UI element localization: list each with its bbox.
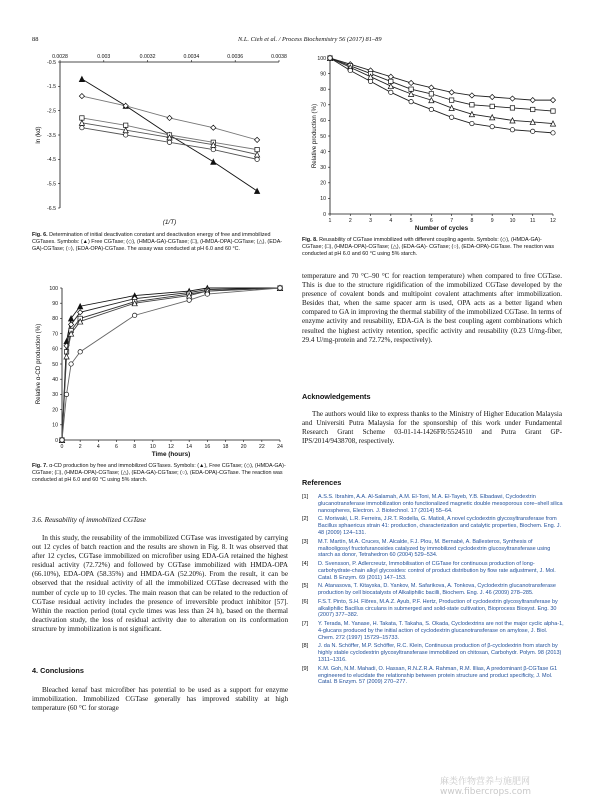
x-tick-label: 22: [258, 444, 265, 450]
data-point: [368, 79, 372, 83]
watermark: 麻类作物营养与施肥网 www.fibercrops.com: [440, 777, 531, 797]
data-point: [64, 392, 68, 396]
x-tick-label: 7: [450, 218, 454, 224]
reference-item: [302, 561, 564, 582]
data-point: [205, 292, 209, 296]
y-tick-label: 80: [52, 316, 58, 323]
x-tick-label: 0.0038: [271, 54, 287, 60]
y-tick-label: 80: [320, 87, 326, 93]
reference-number: [8]: [302, 643, 309, 650]
x-tick-label: 0.003: [97, 54, 111, 60]
reference-item: [302, 599, 564, 620]
fig6-caption: [32, 232, 288, 253]
data-point: [211, 147, 215, 151]
y-axis-label: Relative production (%): [311, 103, 318, 169]
running-title: N.L. Cieh et al. / Process Biochemistry 56 (2017) 81–89: [238, 36, 382, 43]
data-point: [531, 107, 535, 111]
y-tick-label: 30: [52, 392, 58, 399]
data-point: [211, 159, 216, 164]
fig8-caption-label: Fig. 8.: [302, 237, 318, 243]
data-point: [530, 98, 535, 103]
data-point: [167, 140, 171, 144]
x-tick-label: 14: [186, 444, 193, 450]
x-tick-label: 4: [389, 218, 393, 224]
x-tick-label: 20: [240, 444, 247, 450]
data-point: [510, 96, 515, 101]
reference-text[interactable]: M.T. Martín, M.A. Cruces, M. Alcalde, F.J. Plou, M. Bernabé, A. Ballesteros, Synthesis of maltooligosyl fructofuranosides catalyzed by immobilized cyclodextrin glucosyltransferase using starch as donor, Tetrahedron 60 (2004) 529–534.: [318, 538, 551, 559]
x-axis-label: Number of cycles: [414, 225, 469, 232]
data-point: [409, 99, 413, 103]
x-tick-label: 0.0028: [52, 54, 68, 60]
reference-number: [4]: [302, 560, 309, 567]
x-tick-label: 3: [369, 218, 372, 224]
fig6-chart: [32, 50, 287, 228]
data-point: [531, 129, 535, 133]
data-point: [490, 94, 495, 99]
left-paragraph-1: In this study, the reusability of the immobilized CGTase was investigated by carrying out 12 cycles of batch reaction and the results are shown in Fig. 8. It was observed that after 12 cycles, CGTase immobilized on microfiber using EDA-GA retained the highest residual activity (72.72%) and followed by CGTase immobilized with HMDA-OPA (66.10%), EDA-OPA (58.35%) and HMDA-GA (52.20%). From the result, it can be observed that the residual activity of all the immobilized CGTase decreased with the number of cycle up to 10 cycles. The main reason that can be related to the reduction of CGTase residual activity includes the presence of irreversible product inhibitor [57]. Within the reaction period (total cycle times was less than 24 h), based on the thermal deactivation study, the loss of residual activity due to alteration on its conformation structure by immobilization is not significant.: [32, 534, 288, 633]
y-tick-label: -1.5: [47, 84, 56, 91]
x-tick-label: 0.0034: [183, 54, 200, 60]
reference-text[interactable]: Y. Terada, M. Yanase, H. Takata, T. Takaha, S. Okada, Cyclodextrins are not the major cyclic alpha-1, 4-glucans produced by the initial action of cyclodextrin glucanotransferase on amylose, J. Biol. Chem. 272 (1997) 15729–15733.: [318, 620, 564, 641]
data-point: [348, 68, 352, 72]
left-paragraph-2: Bleached kenaf bast microfiber has potential to be used as a support for enzyme immobilization. Immobilized CGTase generally has improved stability at high temperature (60 °C for storage: [32, 686, 288, 713]
acknowledgements-text: The authors would like to express thanks to the Ministry of Higher Education Malaysia and Universiti Putra Malaysia for the sponsorship of this work under Fundamental Research Grant Scheme 03-01-14-1426FR/5524510 and Putra Grant GP-IPS/2014/9438708, respectively.: [302, 410, 562, 446]
fig7-chart: [32, 280, 288, 458]
y-tick-label: 50: [320, 133, 326, 140]
subsection-heading: 3.6. Reusability of immobilized CGTase: [32, 516, 146, 524]
fig8-caption-text: Reusability of CGTase immobilized with different coupling agents. Symbols: (◇), (HMDA-GA)-CGTase; (□), (HMDA-OPA)-CGTase; (△), (EDA-GA)- CGTase; (○), (EDA-OPA)-CGTase. The reaction was conducted at pH 6.0 and 60 °C using 5% starch.: [302, 237, 555, 257]
x-tick-label: 12: [168, 444, 174, 450]
data-point: [449, 105, 454, 110]
series-line: [62, 288, 280, 440]
data-point: [551, 131, 555, 135]
reference-item: [302, 516, 564, 537]
y-tick-label: 100: [49, 285, 58, 292]
data-point: [388, 74, 393, 79]
y-tick-label: 70: [52, 331, 58, 338]
data-point: [389, 90, 393, 94]
y-tick-label: 0: [323, 211, 326, 218]
data-point: [60, 438, 64, 442]
data-point: [187, 298, 191, 302]
data-point: [167, 115, 172, 120]
data-point: [429, 92, 433, 96]
x-tick-label: 0: [60, 444, 64, 450]
y-tick-label: 90: [320, 71, 326, 78]
page-number: 88: [32, 36, 39, 43]
fig6-caption-text: Determination of initial deactivation constant and deactivation energy of free and immobilized CGTases. Symbols: (▲) Free CGTase; (◇), (HMDA-GA)-CGTase; (□), (HMDA-OPA)-CGTase; (△), (EDA-GA)-CGTase; (○), (EDA-OPA)-CGTase. The assay was conducted at pH 6.0 and 60 °C.: [32, 232, 283, 252]
series-line: [330, 58, 553, 100]
data-point: [78, 350, 82, 354]
y-tick-label: 30: [320, 165, 326, 171]
data-point: [408, 91, 413, 96]
fig6-caption-label: Fig. 6.: [32, 232, 48, 238]
x-tick-label: 4: [96, 444, 100, 450]
data-point: [550, 98, 555, 103]
y-tick-label: 50: [52, 361, 58, 368]
fig8-chart: [308, 50, 563, 232]
right-paragraph-1: temperature and 70 °C–90 °C for reaction temperature) when compared to free CGTase. This is due to the structure rigidification of the immobilized CGTase developed by the presence of covalent bonds and multipoint covalent attachments after immobilization. Besides that, when the same spacer arm is used, OPA acts as a better ligand when compared to GA in improving the thermal stability of the immobilized CGTase. In terms of enzyme activity and reusability, EDA-GA is the best coupling agent combinations which resulted the highest activity retention, specific activity and reusability (0.23 U/mg-fiber, 29.4 U/mg-protein and 72.72%, respectively).: [302, 272, 562, 344]
reference-item: [302, 583, 564, 597]
reference-number: [9]: [302, 665, 309, 672]
reference-text[interactable]: D. Svensson, P. Adlercreutz, Immobilisation of CGTase for continuous production of long-carbohydrate-chain alkyl glycosides: control of product distribution by flow rate adjustment, J. Mol. Catal. B Enzym. 69 (2011) 147–153.: [318, 560, 556, 581]
data-point: [69, 362, 73, 366]
y-tick-label: 40: [320, 149, 326, 156]
fig8-caption: [302, 237, 562, 258]
references-heading: References: [302, 478, 342, 487]
y-tick-label: 90: [52, 301, 58, 307]
data-point: [429, 107, 433, 111]
y-tick-label: 100: [317, 55, 326, 62]
data-point: [510, 106, 514, 110]
reference-number: [7]: [302, 620, 309, 627]
reference-text[interactable]: K.M. Goh, N.M. Mahadi, O. Hassan, R.N.Z.R.A. Rahman, R.M. Illias, A predominant β-CGTase G1 engineered to elucidate the relationship between protein structure and product specificity, J. Mol. Catal. B Enzym. 57 (2009) 270–277.: [318, 665, 558, 686]
data-point: [132, 313, 136, 317]
data-point: [429, 98, 434, 103]
series-line: [330, 58, 553, 111]
y-tick-label: -2.5: [47, 108, 56, 115]
reference-item: [302, 666, 564, 687]
y-tick-label: -3.5: [47, 132, 56, 139]
x-tick-label: 8: [133, 444, 137, 450]
y-tick-label: 60: [320, 118, 326, 125]
data-point: [328, 56, 332, 60]
y-tick-label: 60: [52, 346, 58, 353]
x-tick-label: 24: [277, 444, 283, 450]
x-tick-label: 1: [328, 218, 332, 224]
x-tick-label: 18: [222, 444, 229, 450]
x-tick-label: 8: [470, 218, 474, 224]
acknowledgements-heading: Acknowledgements: [302, 392, 371, 401]
data-point: [79, 93, 84, 98]
references-list: [302, 494, 564, 688]
reference-item: [302, 494, 564, 515]
x-tick-label: 10: [149, 444, 156, 450]
x-tick-label: 2: [78, 444, 82, 450]
data-point: [388, 83, 393, 88]
y-tick-label: 0: [55, 437, 58, 444]
conclusions-heading: 4. Conclusions: [32, 666, 84, 675]
x-tick-label: 6: [429, 218, 433, 224]
y-tick-label: 20: [320, 180, 326, 187]
x-tick-label: 0.0032: [139, 54, 156, 60]
reference-item: [302, 643, 564, 664]
reference-number: [2]: [302, 516, 309, 523]
x-tick-label: 5: [409, 218, 413, 224]
y-tick-label: 20: [52, 407, 58, 414]
data-point: [429, 85, 434, 90]
y-tick-label: -0.5: [47, 59, 56, 66]
data-point: [490, 104, 494, 108]
reference-item: [302, 539, 564, 560]
x-tick-label: 16: [204, 444, 211, 450]
data-point: [470, 103, 474, 107]
series-line: [62, 288, 280, 440]
data-point: [469, 93, 474, 98]
reference-number: [3]: [302, 538, 309, 545]
x-tick-label: 0.0036: [227, 54, 244, 60]
data-point: [211, 125, 216, 130]
data-point: [490, 124, 494, 128]
fig7-caption-label: Fig. 7.: [32, 463, 48, 469]
series-line: [330, 58, 553, 133]
reference-text[interactable]: A.S.S. Ibrahim, A.A. Al-Salamah, A.M. El-Toni, M.A. El-Tayeb, Y.B. Elbadawi, Cyclodextrin glucanotransferase immobilization onto functionalized magnetic double mesoporous core–shell silica nanospheres, Electron. J. Biotechnol. 17 (2014) 55–64.: [318, 494, 563, 514]
data-point: [470, 121, 474, 125]
data-point: [278, 286, 282, 290]
data-point: [551, 109, 555, 113]
fig7-caption-text: α-CD production by free and immobilized CGTases. Symbols: (▲), Free CGTase; (◇), (HMDA-GA)-CGTase; (□), (HMDA-OPA)-CGTase; (△), (EDA-GA)-CGTase; (○), (EDA-OPA)-CGTase. The reaction was conducted at pH 6.0 and 60 °C using 5% starch.: [32, 463, 286, 483]
series-line: [62, 288, 280, 440]
y-tick-label: -5.5: [47, 181, 56, 188]
reference-text[interactable]: J. da N. Schöffer, M.P. Schöffer, R.C. Klein, Continuous production of β-cyclodextrin from starch by highly stable cyclodextrin glycosyltransferase immobilized on chitosan, Carbohydr. Polym. 98 (2013) 1311–1316.: [318, 643, 562, 664]
reference-item: [302, 621, 564, 642]
data-point: [79, 76, 84, 81]
reference-number: [1]: [302, 494, 309, 500]
data-point: [408, 80, 413, 85]
series-line: [62, 288, 280, 440]
series-line: [62, 288, 280, 440]
data-point: [255, 157, 259, 161]
x-tick-label: 12: [550, 218, 556, 224]
data-point: [449, 90, 454, 95]
data-point: [124, 133, 128, 137]
x-tick-label: 2: [348, 218, 352, 224]
x-tick-label: 10: [509, 218, 516, 224]
x-axis-label: (1/T): [162, 219, 177, 226]
reference-number: [5]: [302, 583, 309, 590]
data-point: [255, 188, 260, 193]
reference-number: [6]: [302, 598, 309, 605]
x-tick-label: 11: [530, 218, 536, 224]
data-point: [64, 354, 69, 359]
y-tick-label: 10: [320, 196, 326, 203]
x-tick-label: 9: [490, 218, 494, 224]
x-tick-label: 6: [115, 444, 118, 450]
data-point: [510, 128, 514, 132]
reference-text[interactable]: C. Moriwaki, L.R. Ferreira, J.R.T. Rodella, G. Matioli, A novel cyclodextrin glycosyltransferase from Bacillus sphaericus strain 41: production, characterization and catalytic properties, Biochem. Eng. J. 48 (2009) 124–131.: [318, 516, 562, 537]
x-axis-label: Time (hours): [151, 451, 191, 458]
y-tick-label: -4.5: [47, 157, 56, 164]
reference-text[interactable]: F.S.T. Pinto, S.H. Flôres, M.A.Z. Ayub, P.F. Hertz, Production of cyclodextrin glycosyltransferase by alkaliphilic Bacillus circulans in submerged and solid-state cultivation, Bioprocess Biosyst. Eng. 30 (2007) 377–382.: [318, 598, 558, 619]
data-point: [255, 137, 260, 142]
y-tick-label: 40: [52, 377, 58, 383]
y-tick-label: 70: [320, 102, 326, 109]
data-point: [449, 98, 453, 102]
y-tick-label: 10: [52, 422, 58, 429]
data-point: [80, 126, 84, 130]
data-point: [449, 115, 453, 119]
y-tick-label: -6.5: [47, 205, 56, 212]
y-axis-label: Relative α-CD production (%): [35, 323, 42, 405]
reference-text[interactable]: N. Atanasova, T. Kitayska, D. Yankov, M. Safarikova, A. Tonkova, Cyclodextrin glucanotransferase production by cell biocatalysts of Alkaliphilic bacilli, Biochem. Eng. J. 46 (2009) 278–285.: [318, 583, 556, 597]
fig7-caption: [32, 463, 288, 484]
y-axis-label: ln (kd): [35, 126, 42, 144]
